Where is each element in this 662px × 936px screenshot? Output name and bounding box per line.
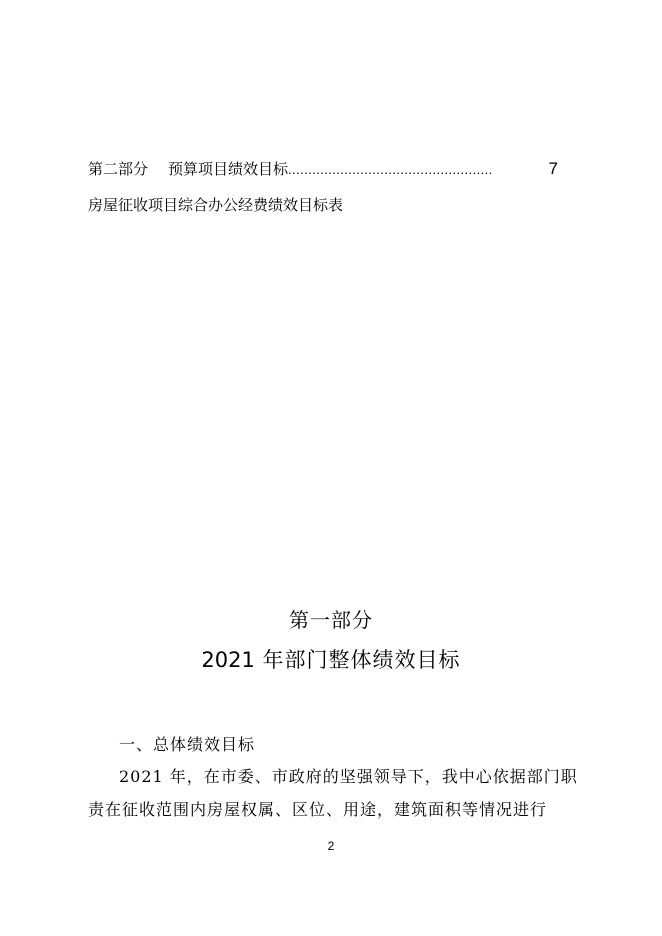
page-number: 2 xyxy=(327,839,335,853)
paragraph-line-1: 2021 年，在市委、市政府的坚强领导下，我中心依据部门职 xyxy=(119,767,578,786)
toc-entry-title: 预算项目绩效目标 xyxy=(168,160,289,178)
document-title xyxy=(0,645,662,675)
toc-entry-leader-dots: ................................................... xyxy=(288,162,493,177)
toc-entry-page-number: 7 xyxy=(548,159,558,178)
toc-entry-part: 第二部分 xyxy=(88,160,149,178)
document-title-text: 年部门整体绩效目标 xyxy=(254,648,461,672)
part-heading: 第一部分 xyxy=(289,608,373,632)
section-heading: 一、总体绩效目标 xyxy=(119,735,256,754)
toc-sub-entry[interactable]: 房屋征收项目综合办公经费绩效目标表 xyxy=(88,196,344,214)
toc-entry[interactable] xyxy=(88,158,558,180)
document-title-year: 2021 xyxy=(201,648,255,672)
paragraph-line-2: 责在征收范围内房屋权属、区位、用途，建筑面积等情况进行 xyxy=(88,800,548,819)
